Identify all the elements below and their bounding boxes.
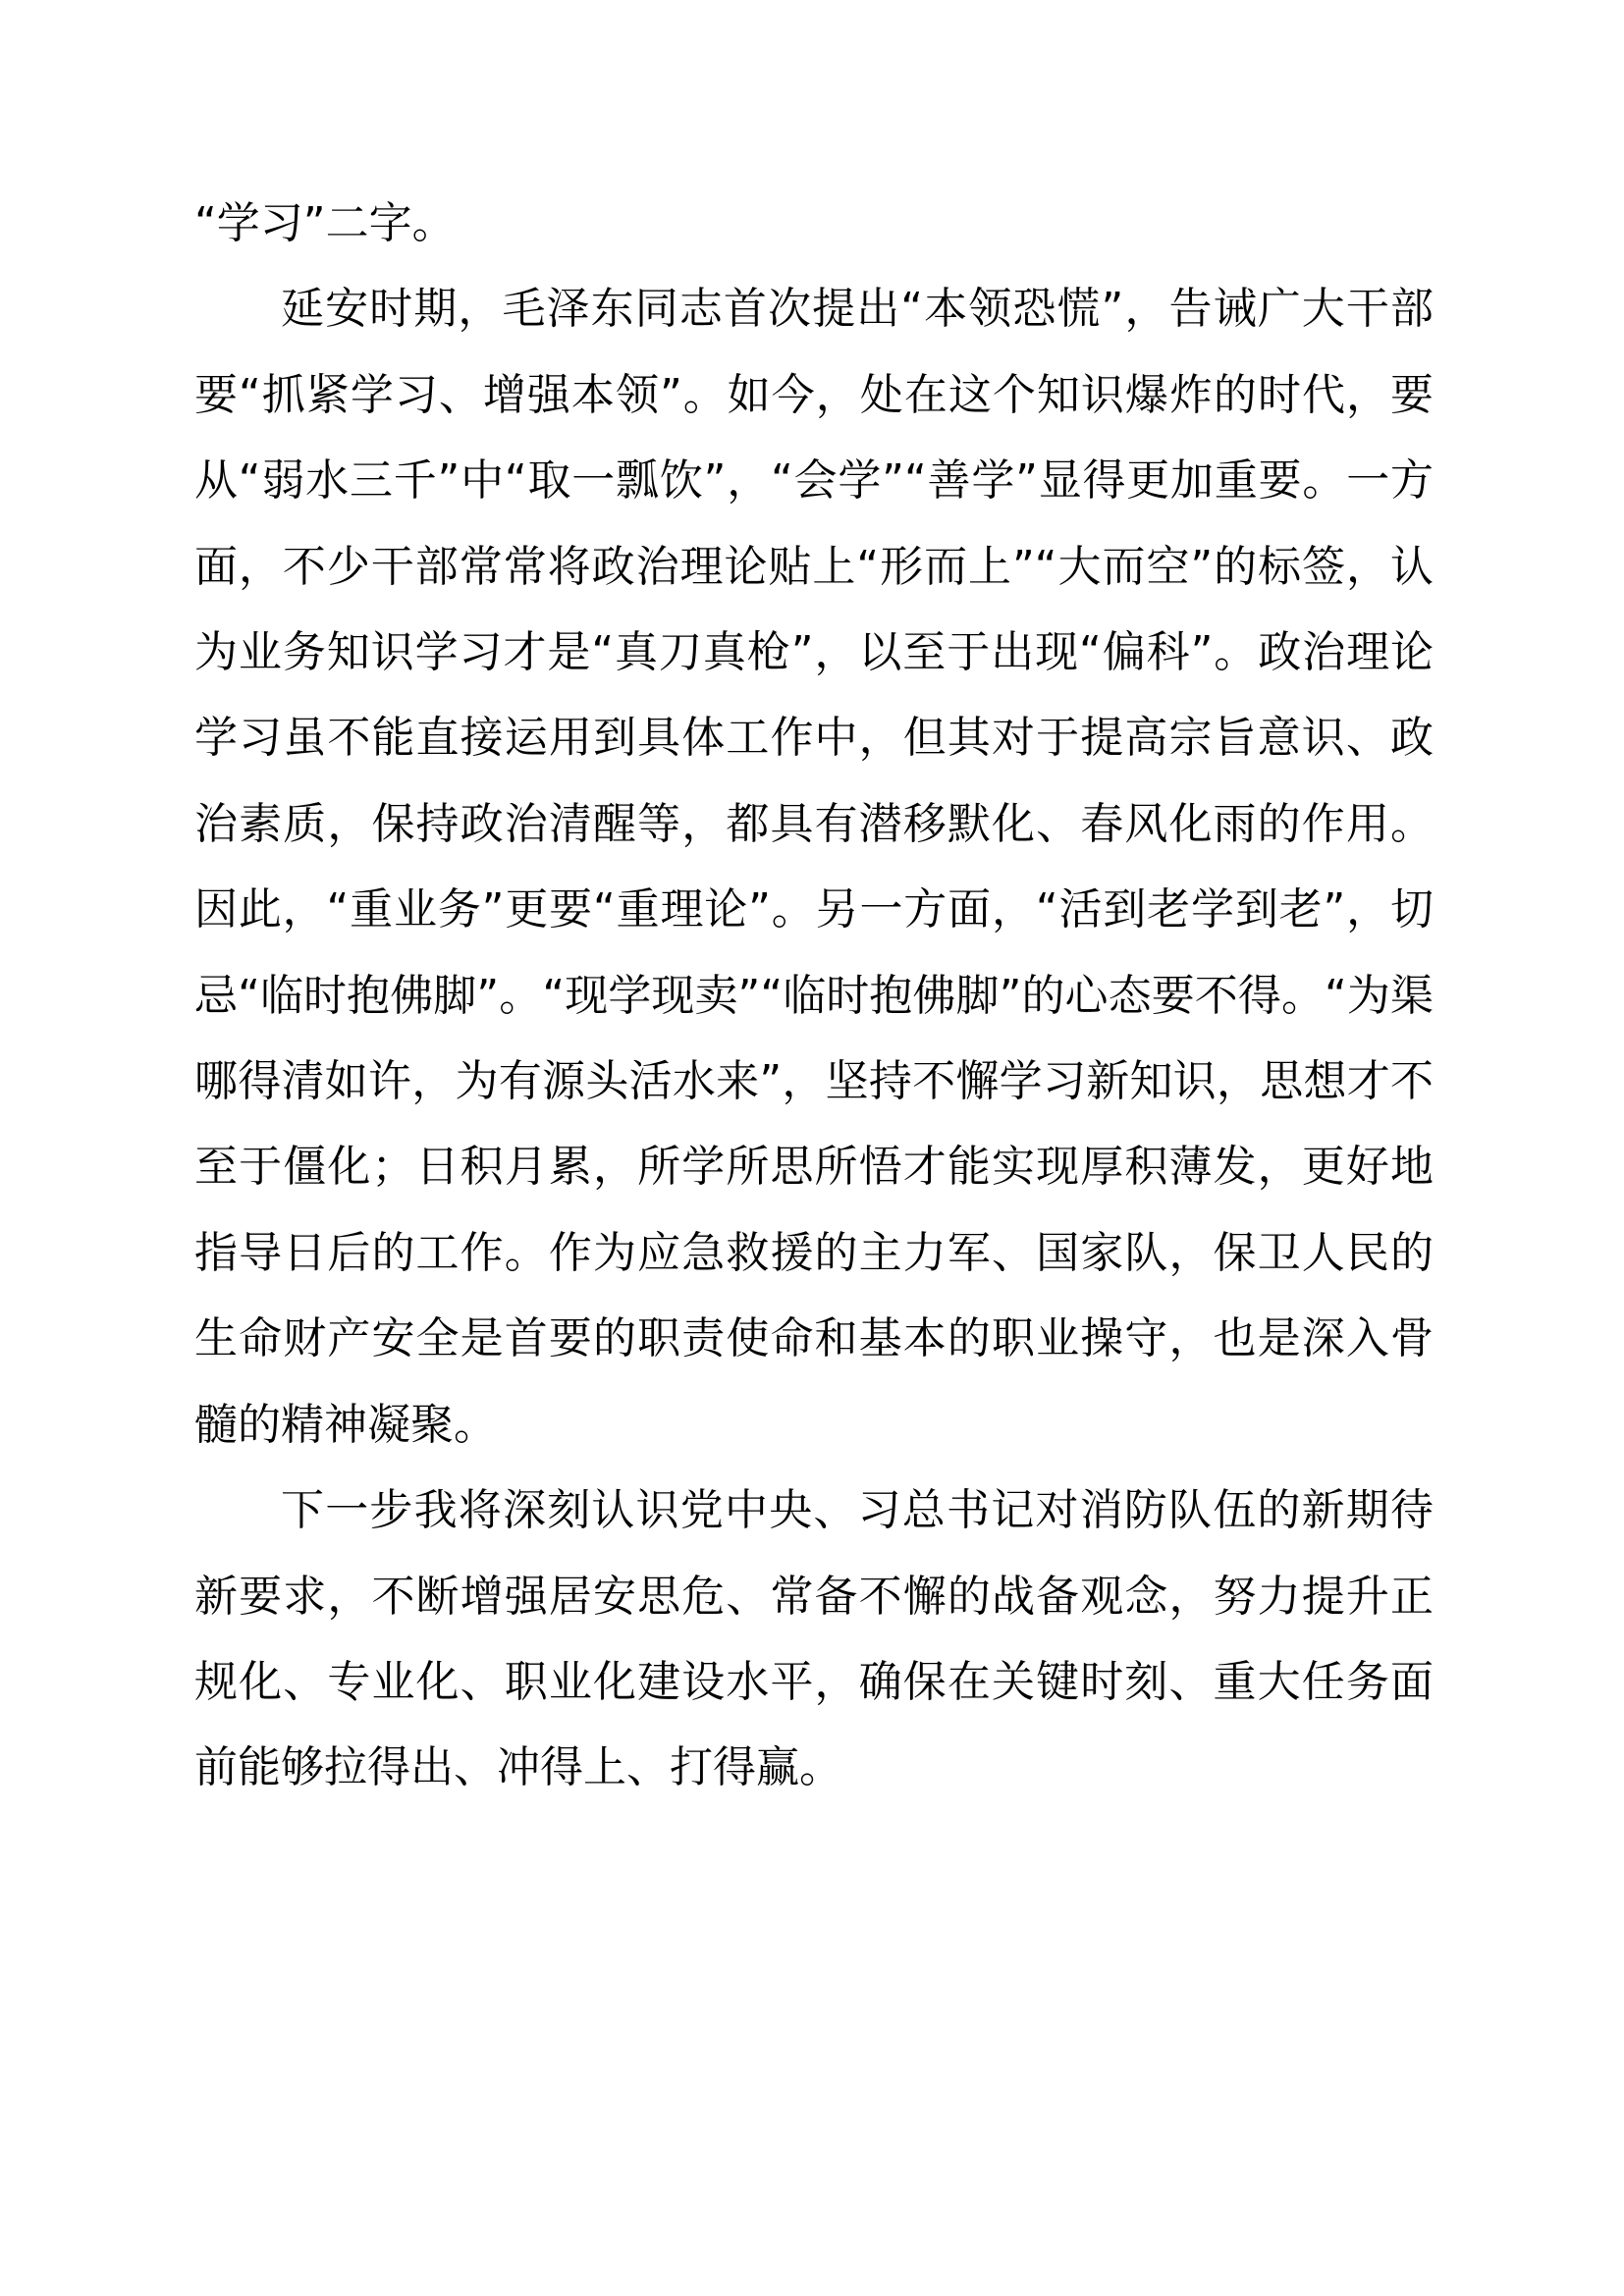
paragraph-intro-fragment: “学习”二字。: [194, 198, 456, 248]
document-body: [194, 181, 1434, 1811]
paragraph-next-steps: 下一步我将深刻认识党中央、习总书记对消防队伍的新期待新要求，不断增强居安思危、常备不懈的战备观念，努力提升正规化、专业化、职业化建设水平，确保在关键时刻、重大任务面前能够拉得出、冲得上、打得赢。: [194, 1485, 1434, 1793]
paragraph-learning-theory: 延安时期，毛泽东同志首次提出“本领恐慌”，告诫广大干部要“抓紧学习、增强本领”。如今，处在这个知识爆炸的时代，要从“弱水三千”中“取一瓢饮”，“会学”“善学”显得更加重要。一方面，不少干部常常将政治理论贴上“形而上”“大而空”的标签，认为业务知识学习才是“真刀真枪”，以至于出现“偏科”。政治理论学习虽不能直接运用到具体工作中，但其对于提高宗旨意识、政治素质，保持政治清醒等，都具有潜移默化、春风化雨的作用。因此，“重业务”更要“重理论”。另一方面，“活到老学到老”，切忌“临时抱佛脚”。“现学现卖”“临时抱佛脚”的心态要不得。“为渠哪得清如许，为有源头活水来”，坚持不懈学习新知识，思想才不至于僵化；日积月累，所学所思所悟才能实现厚积薄发，更好地指导日后的工作。作为应急救援的主力军、国家队，保卫人民的生命财产安全是首要的职责使命和基本的职业操守，也是深入骨髓的精神凝聚。: [194, 284, 1434, 1450]
